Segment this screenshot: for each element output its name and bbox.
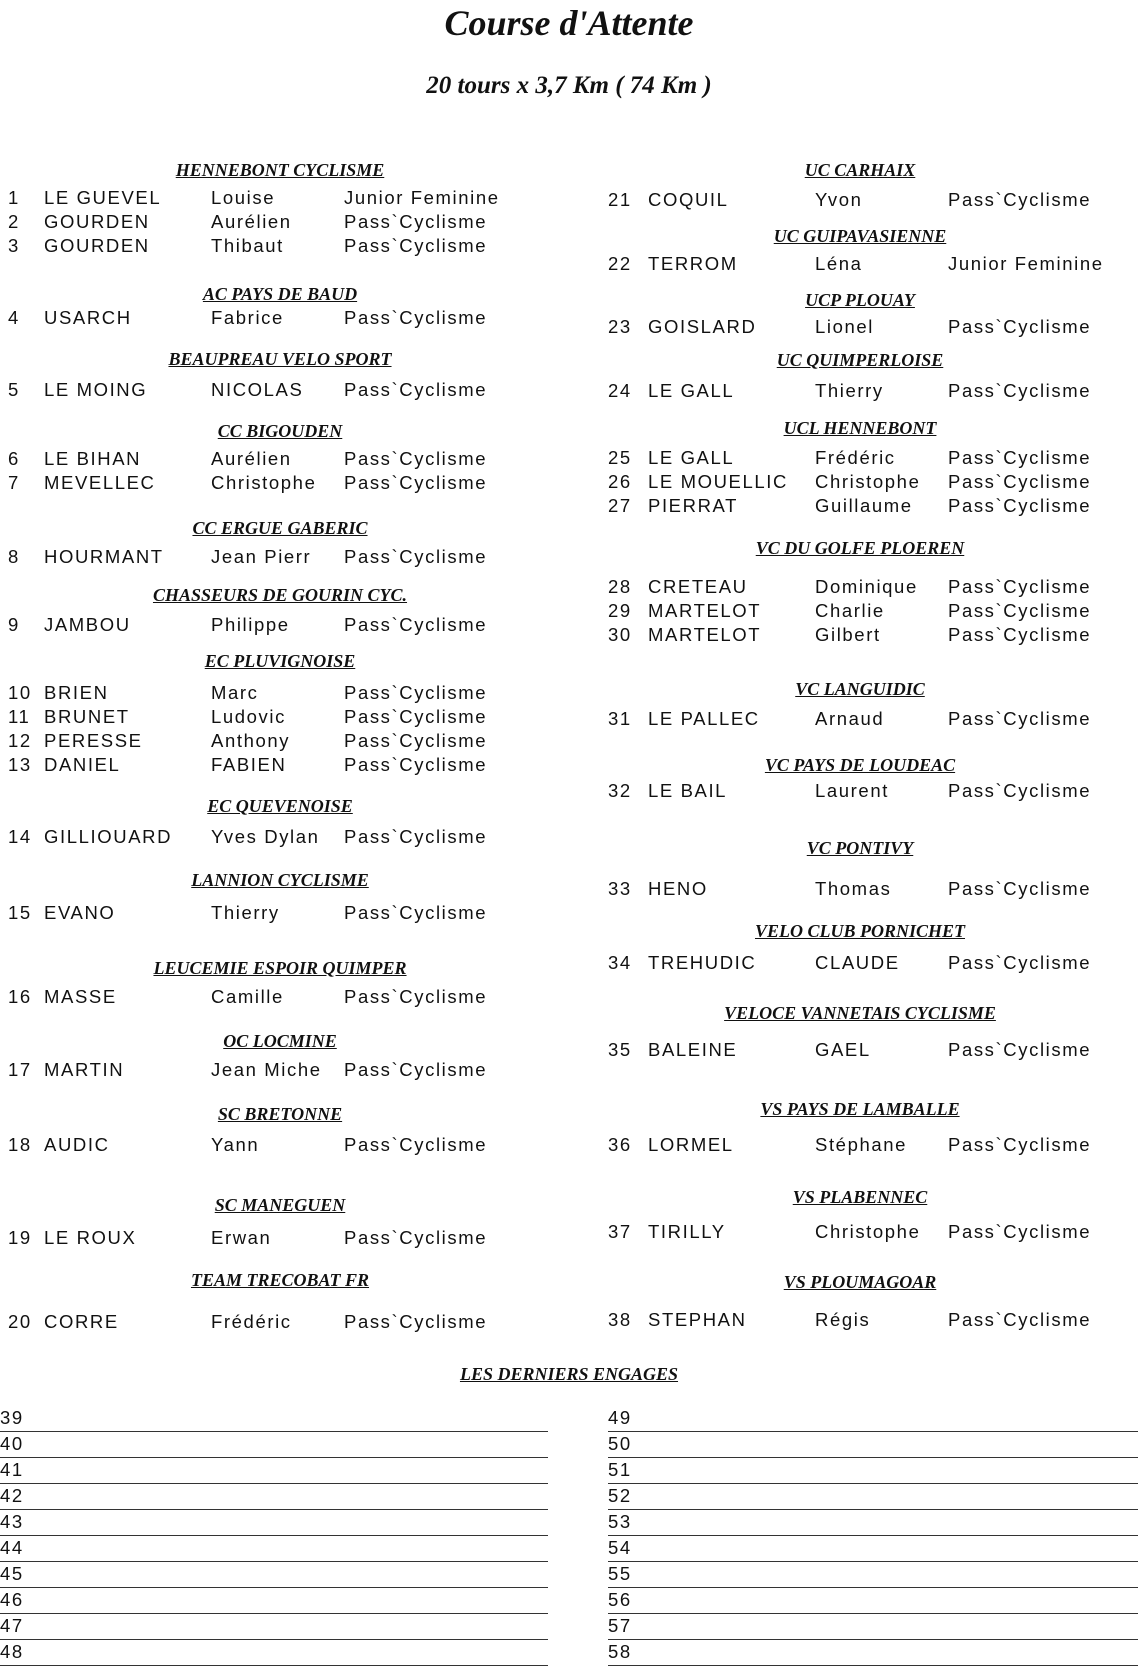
rider-last-name: CORRE — [44, 1311, 119, 1332]
club-heading-veloce-vannetais-cyclisme: VELOCE VANNETAIS CYCLISME — [724, 1003, 996, 1023]
rider-category: Pass`Cyclisme — [344, 379, 488, 400]
rider-first-name: Philippe — [211, 614, 290, 635]
rider-number: 31 — [608, 708, 632, 729]
rider-last-name: GILLIOUARD — [44, 826, 173, 847]
rider-category: Pass`Cyclisme — [344, 754, 488, 775]
rider-row — [0, 575, 1138, 599]
club-heading-chasseurs-de-gourin-cyc: CHASSEURS DE GOURIN CYC. — [152, 585, 408, 605]
club-heading-vs-plabennec: VS PLABENNEC — [792, 1187, 928, 1207]
club-heading-ucl-hennebont: UCL HENNEBONT — [783, 418, 937, 438]
club-heading-vc-languidic: VC LANGUIDIC — [795, 679, 925, 699]
rider-category: Pass`Cyclisme — [948, 1221, 1092, 1242]
rider-category: Pass`Cyclisme — [344, 826, 488, 847]
club-heading-vc-pays-de-loudeac: VC PAYS DE LOUDEAC — [764, 755, 956, 775]
rider-number: 34 — [608, 952, 632, 973]
rider-first-name: Christophe — [211, 472, 317, 493]
club-heading-uc-guipavasienne: UC GUIPAVASIENNE — [773, 226, 947, 246]
late-entry-slot — [608, 1432, 1138, 1458]
late-entry-number: 55 — [608, 1563, 632, 1584]
rider-category: Pass`Cyclisme — [948, 952, 1092, 973]
rider-first-name: Stéphane — [815, 1134, 908, 1155]
rider-last-name: LE GALL — [648, 447, 735, 468]
rider-last-name: MASSE — [44, 986, 117, 1007]
rider-category: Junior Feminine — [344, 187, 500, 208]
rider-first-name: CLAUDE — [815, 952, 900, 973]
club-heading-hennebont-cyclisme: HENNEBONT CYCLISME — [175, 160, 385, 180]
club-heading-vs-ploumagoar: VS PLOUMAGOAR — [783, 1272, 937, 1292]
rider-last-name: MARTELOT — [648, 600, 762, 621]
rider-first-name: Jean Miche — [211, 1059, 322, 1080]
rider-row — [0, 599, 1138, 623]
rider-first-name: Thibaut — [211, 235, 284, 256]
late-entry-number: 46 — [0, 1589, 24, 1610]
rider-row — [0, 1220, 1138, 1244]
page-title: Course d'Attente — [444, 3, 694, 43]
rider-first-name: Louise — [211, 187, 276, 208]
rider-row — [0, 825, 1138, 849]
rider-number: 29 — [608, 600, 632, 621]
rider-row — [0, 707, 1138, 731]
late-entry-number: 42 — [0, 1485, 24, 1506]
rider-row — [0, 1038, 1138, 1062]
rider-category: Pass`Cyclisme — [344, 986, 488, 1007]
rider-row — [0, 470, 1138, 494]
rider-last-name: PERESSE — [44, 730, 143, 751]
rider-first-name: Dominique — [815, 576, 918, 597]
rider-first-name: Charlie — [815, 600, 885, 621]
rider-number: 1 — [8, 187, 20, 208]
club-heading-team-trecobat-fr: TEAM TRECOBAT FR — [190, 1270, 370, 1290]
rider-category: Pass`Cyclisme — [948, 189, 1092, 210]
rider-last-name: TIRILLY — [648, 1221, 726, 1242]
club-heading-cc-ergue-gaberic: CC ERGUE GABERIC — [192, 518, 368, 538]
late-entry-slot — [0, 1562, 548, 1588]
rider-category: Pass`Cyclisme — [948, 780, 1092, 801]
rider-row — [0, 681, 1138, 705]
late-entry-slot — [0, 1588, 548, 1614]
rider-number: 23 — [608, 316, 632, 337]
rider-first-name: Yves Dylan — [211, 826, 320, 847]
rider-last-name: LE GUEVEL — [44, 187, 162, 208]
rider-row — [0, 753, 1138, 777]
late-entry-number: 58 — [608, 1641, 632, 1662]
rider-category: Pass`Cyclisme — [344, 448, 488, 469]
rider-number: 30 — [608, 624, 632, 645]
rider-number: 26 — [608, 471, 632, 492]
rider-last-name: HENO — [648, 878, 708, 899]
rider-number: 16 — [8, 986, 32, 1007]
rider-last-name: BRUNET — [44, 706, 130, 727]
late-entry-slot — [608, 1640, 1138, 1666]
rider-number: 3 — [8, 235, 20, 256]
late-entry-slot — [608, 1614, 1138, 1640]
rider-first-name: Erwan — [211, 1227, 272, 1248]
rider-row — [0, 188, 1138, 212]
rider-last-name: TERROM — [648, 253, 738, 274]
rider-number: 27 — [608, 495, 632, 516]
late-entry-slot — [608, 1406, 1138, 1432]
rider-category: Pass`Cyclisme — [344, 682, 488, 703]
rider-first-name: Arnaud — [815, 708, 885, 729]
rider-row — [0, 252, 1138, 276]
club-heading-lannion-cyclisme: LANNION CYCLISME — [191, 870, 369, 890]
rider-first-name: Thierry — [211, 902, 280, 923]
rider-category: Pass`Cyclisme — [344, 307, 488, 328]
rider-first-name: Anthony — [211, 730, 291, 751]
rider-first-name: Christophe — [815, 471, 921, 492]
late-entry-number: 48 — [0, 1641, 24, 1662]
rider-number: 2 — [8, 211, 20, 232]
rider-category: Pass`Cyclisme — [948, 708, 1092, 729]
rider-last-name: BALEINE — [648, 1039, 738, 1060]
late-entry-number: 39 — [0, 1407, 24, 1428]
rider-number: 20 — [8, 1311, 32, 1332]
rider-category: Pass`Cyclisme — [948, 495, 1092, 516]
rider-row — [0, 623, 1138, 647]
rider-first-name: Christophe — [815, 1221, 921, 1242]
rider-last-name: LE MOING — [44, 379, 148, 400]
rider-row — [0, 901, 1138, 925]
late-entry-slot — [0, 1458, 548, 1484]
late-entry-number: 52 — [608, 1485, 632, 1506]
rider-number: 11 — [8, 706, 31, 727]
rider-category: Pass`Cyclisme — [344, 614, 488, 635]
rider-category: Pass`Cyclisme — [344, 1134, 488, 1155]
club-heading-uc-quimperloise: UC QUIMPERLOISE — [776, 350, 944, 370]
rider-last-name: GOURDEN — [44, 211, 150, 232]
club-heading-cc-bigouden: CC BIGOUDEN — [217, 421, 343, 441]
rider-last-name: DANIEL — [44, 754, 121, 775]
rider-number: 4 — [8, 307, 20, 328]
rider-first-name: Léna — [815, 253, 863, 274]
late-entry-number: 45 — [0, 1563, 24, 1584]
rider-number: 17 — [8, 1059, 32, 1080]
club-heading-sc-bretonne: SC BRETONNE — [217, 1104, 343, 1124]
club-heading-vc-pontivy: VC PONTIVY — [806, 838, 914, 858]
late-entry-number: 56 — [608, 1589, 632, 1610]
rider-number: 22 — [608, 253, 632, 274]
rider-last-name: GOURDEN — [44, 235, 150, 256]
rider-category: Pass`Cyclisme — [344, 1059, 488, 1080]
rider-last-name: TREHUDIC — [648, 952, 757, 973]
late-entry-slot — [0, 1510, 548, 1536]
rider-last-name: LE ROUX — [44, 1227, 137, 1248]
club-heading-ec-quevenoise: EC QUEVENOISE — [207, 796, 353, 816]
rider-category: Pass`Cyclisme — [344, 472, 488, 493]
rider-last-name: LE BIHAN — [44, 448, 142, 469]
rider-number: 5 — [8, 379, 20, 400]
rider-first-name: Aurélien — [211, 448, 292, 469]
rider-category: Pass`Cyclisme — [948, 447, 1092, 468]
rider-last-name: EVANO — [44, 902, 116, 923]
rider-category: Pass`Cyclisme — [948, 1039, 1092, 1060]
club-heading-velo-club-pornichet: VELO CLUB PORNICHET — [754, 921, 966, 941]
late-entry-number: 49 — [608, 1407, 632, 1428]
club-heading-sc-maneguen: SC MANEGUEN — [214, 1195, 346, 1215]
rider-number: 25 — [608, 447, 632, 468]
late-entry-number: 40 — [0, 1433, 24, 1454]
rider-number: 6 — [8, 448, 20, 469]
rider-row — [0, 729, 1138, 753]
late-entry-slot — [0, 1432, 548, 1458]
rider-category: Pass`Cyclisme — [344, 1227, 488, 1248]
rider-first-name: NICOLAS — [211, 379, 304, 400]
late-entry-slot — [0, 1536, 548, 1562]
rider-first-name: Gilbert — [815, 624, 881, 645]
late-entry-slot — [0, 1640, 548, 1666]
rider-row — [0, 446, 1138, 470]
club-heading-uc-carhaix: UC CARHAIX — [804, 160, 916, 180]
rider-category: Pass`Cyclisme — [344, 235, 488, 256]
late-entry-slot — [608, 1536, 1138, 1562]
rider-first-name: Aurélien — [211, 211, 292, 232]
rider-category: Pass`Cyclisme — [344, 706, 488, 727]
rider-number: 15 — [8, 902, 32, 923]
rider-number: 24 — [608, 380, 632, 401]
rider-category: Pass`Cyclisme — [948, 600, 1092, 621]
rider-first-name: Jean Pierr — [211, 546, 312, 567]
rider-number: 37 — [608, 1221, 632, 1242]
late-entry-slot — [608, 1484, 1138, 1510]
rider-number: 35 — [608, 1039, 632, 1060]
rider-last-name: USARCH — [44, 307, 132, 328]
rider-row — [0, 951, 1138, 975]
rider-last-name: LE BAIL — [648, 780, 728, 801]
rider-category: Pass`Cyclisme — [344, 211, 488, 232]
club-heading-beaupreau-velo-sport: BEAUPREAU VELO SPORT — [168, 349, 392, 369]
club-heading-oc-locmine: OC LOCMINE — [223, 1031, 337, 1051]
rider-category: Pass`Cyclisme — [948, 576, 1092, 597]
rider-row — [0, 1133, 1138, 1157]
rider-category: Pass`Cyclisme — [344, 730, 488, 751]
race-distance-subtitle: 20 tours x 3,7 Km ( 74 Km ) — [426, 72, 712, 99]
rider-row — [0, 545, 1138, 569]
rider-number: 21 — [608, 189, 632, 210]
late-entry-number: 57 — [608, 1615, 632, 1636]
rider-category: Pass`Cyclisme — [344, 902, 488, 923]
rider-first-name: FABIEN — [211, 754, 287, 775]
rider-category: Pass`Cyclisme — [948, 316, 1092, 337]
rider-category: Pass`Cyclisme — [948, 878, 1092, 899]
rider-first-name: Lionel — [815, 316, 874, 337]
late-entries-title: LES DERNIERS ENGAGES — [459, 1364, 679, 1384]
rider-number: 12 — [8, 730, 32, 751]
rider-row — [0, 779, 1138, 803]
rider-row — [0, 379, 1138, 403]
rider-number: 7 — [8, 472, 20, 493]
rider-first-name: Yvon — [815, 189, 863, 210]
late-entry-slot — [608, 1562, 1138, 1588]
rider-first-name: Marc — [211, 682, 259, 703]
rider-number: 14 — [8, 826, 32, 847]
late-entry-number: 44 — [0, 1537, 24, 1558]
late-entry-slot — [608, 1588, 1138, 1614]
late-entry-number: 50 — [608, 1433, 632, 1454]
rider-first-name: Fabrice — [211, 307, 284, 328]
rider-number: 8 — [8, 546, 20, 567]
rider-row — [0, 877, 1138, 901]
rider-row — [0, 210, 1138, 234]
rider-last-name: LE PALLEC — [648, 708, 760, 729]
rider-first-name: Thierry — [815, 380, 884, 401]
rider-last-name: GOISLARD — [648, 316, 757, 337]
rider-number: 13 — [8, 754, 32, 775]
rider-first-name: Frédéric — [815, 447, 896, 468]
rider-last-name: CRETEAU — [648, 576, 748, 597]
rider-first-name: Yann — [211, 1134, 260, 1155]
rider-category: Pass`Cyclisme — [948, 624, 1092, 645]
rider-row — [0, 315, 1138, 339]
rider-last-name: MARTIN — [44, 1059, 125, 1080]
late-entry-number: 41 — [0, 1459, 24, 1480]
club-heading-ec-pluvignoise: EC PLUVIGNOISE — [204, 651, 356, 671]
rider-last-name: LORMEL — [648, 1134, 734, 1155]
late-entry-slot — [0, 1406, 548, 1432]
rider-last-name: COQUIL — [648, 189, 729, 210]
rider-first-name: Ludovic — [211, 706, 286, 727]
rider-first-name: Guillaume — [815, 495, 913, 516]
late-entry-number: 43 — [0, 1511, 24, 1532]
rider-category: Junior Feminine — [948, 253, 1104, 274]
club-heading-vs-pays-de-lamballe: VS PAYS DE LAMBALLE — [760, 1099, 960, 1119]
rider-last-name: MARTELOT — [648, 624, 762, 645]
late-entry-number: 54 — [608, 1537, 632, 1558]
rider-category: Pass`Cyclisme — [948, 380, 1092, 401]
club-heading-leucemie-espoir-quimper: LEUCEMIE ESPOIR QUIMPER — [153, 958, 407, 978]
rider-category: Pass`Cyclisme — [344, 546, 488, 567]
club-heading-ucp-plouay: UCP PLOUAY — [805, 290, 915, 310]
rider-last-name: LE GALL — [648, 380, 735, 401]
club-heading-ac-pays-de-baud: AC PAYS DE BAUD — [202, 284, 358, 304]
rider-first-name: Laurent — [815, 780, 889, 801]
late-entry-number: 51 — [608, 1459, 632, 1480]
rider-last-name: HOURMANT — [44, 546, 164, 567]
late-entry-slot — [608, 1510, 1138, 1536]
rider-number: 9 — [8, 614, 20, 635]
rider-category: Pass`Cyclisme — [344, 1311, 488, 1332]
rider-category: Pass`Cyclisme — [948, 471, 1092, 492]
rider-last-name: PIERRAT — [648, 495, 739, 516]
rider-number: 38 — [608, 1309, 632, 1330]
rider-last-name: LE MOUELLIC — [648, 471, 788, 492]
rider-category: Pass`Cyclisme — [948, 1134, 1092, 1155]
rider-first-name: Thomas — [815, 878, 892, 899]
rider-number: 10 — [8, 682, 32, 703]
late-entry-slot — [0, 1484, 548, 1510]
rider-number: 19 — [8, 1227, 32, 1248]
rider-last-name: BRIEN — [44, 682, 109, 703]
club-heading-vc-du-golfe-ploeren: VC DU GOLFE PLOEREN — [755, 538, 965, 558]
rider-category: Pass`Cyclisme — [948, 1309, 1092, 1330]
rider-last-name: MEVELLEC — [44, 472, 156, 493]
late-entry-number: 53 — [608, 1511, 632, 1532]
late-entry-slot — [0, 1614, 548, 1640]
rider-number: 28 — [608, 576, 632, 597]
rider-number: 33 — [608, 878, 632, 899]
rider-row — [0, 1308, 1138, 1332]
rider-number: 36 — [608, 1134, 632, 1155]
late-entry-number: 47 — [0, 1615, 24, 1636]
rider-first-name: Camille — [211, 986, 284, 1007]
rider-first-name: Régis — [815, 1309, 871, 1330]
rider-last-name: AUDIC — [44, 1134, 110, 1155]
rider-first-name: Frédéric — [211, 1311, 292, 1332]
rider-row — [0, 494, 1138, 518]
rider-first-name: GAEL — [815, 1039, 871, 1060]
rider-number: 18 — [8, 1134, 32, 1155]
late-entry-slot — [608, 1458, 1138, 1484]
rider-last-name: JAMBOU — [44, 614, 131, 635]
rider-number: 32 — [608, 780, 632, 801]
rider-last-name: STEPHAN — [648, 1309, 747, 1330]
